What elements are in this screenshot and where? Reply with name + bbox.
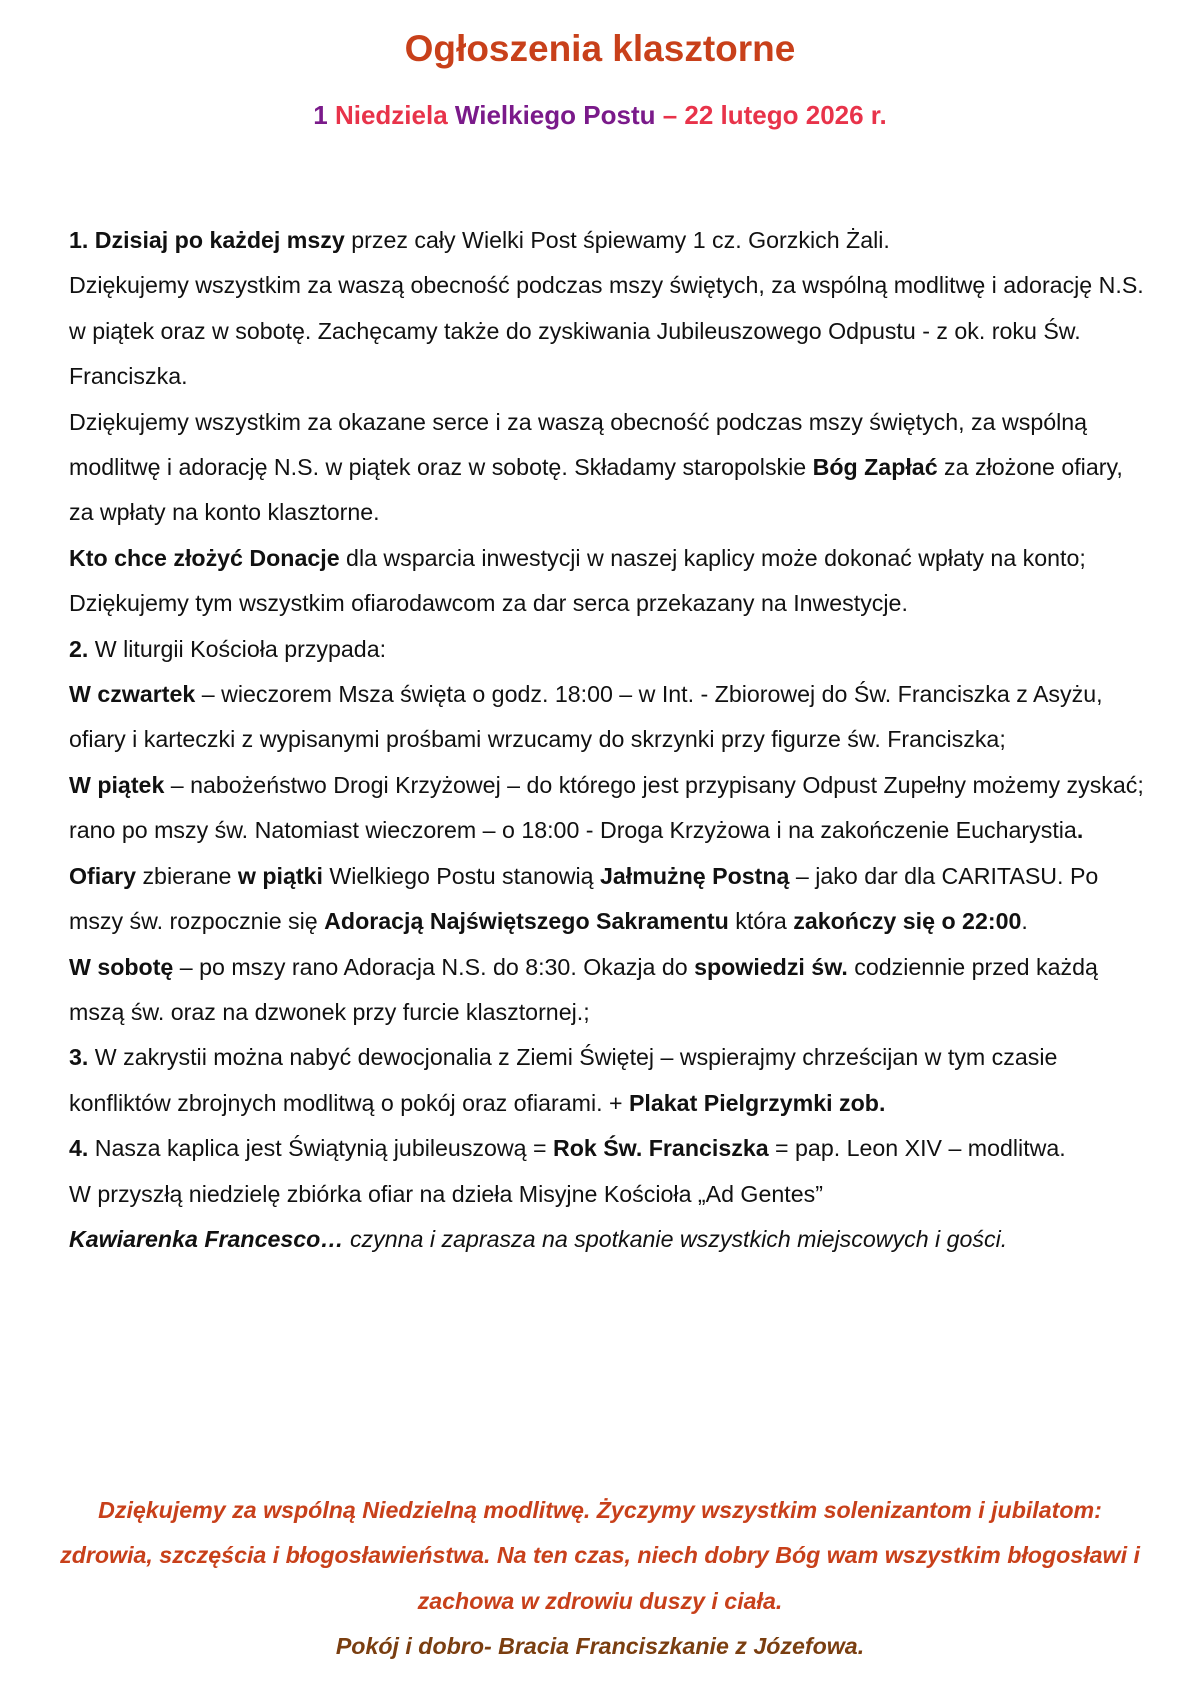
- announcement-1-donations: [69, 536, 1144, 627]
- subtitle-number: 1: [313, 100, 335, 130]
- text: .: [1021, 908, 1028, 935]
- page-title: Ogłoszenia klasztorne: [404, 28, 796, 69]
- closing-section: [60, 1488, 1140, 1670]
- text: W liturgii Kościoła przypada:: [88, 635, 387, 662]
- bold-text: w piątki: [237, 862, 323, 889]
- announcement-cafe: [69, 1217, 1144, 1262]
- bold-text: Bóg Zapłać: [812, 454, 938, 481]
- announcement-3: [69, 1035, 1144, 1126]
- item-number: 2.: [69, 635, 89, 662]
- subtitle-lent: Wielkiego Postu: [454, 100, 663, 130]
- subtitle-date: – 22 lutego 2026 r.: [662, 100, 887, 130]
- text: za złożone ofiary, za wpłaty na konto klasztorne.: [69, 454, 1123, 526]
- text: Nasza kaplica jest Świątynią jubileuszową =: [88, 1135, 553, 1162]
- announcement-thursday: [69, 672, 1144, 763]
- announcement-1-thanks-offerings: [69, 400, 1144, 536]
- page-subtitle: [0, 100, 1200, 131]
- bold-text: W czwartek: [69, 681, 196, 708]
- item-number: 4.: [69, 1135, 89, 1162]
- announcements-body: [69, 218, 1144, 1262]
- text: dla wsparcia inwestycji w naszej kaplicy może dokonać wpłaty na konto; Dziękujemy tym wszystkim ofiarodawcom za dar serca przekazany na Inwestycje.: [69, 544, 1086, 617]
- bold-text: Adoracją Najświętszego Sakramentu: [324, 908, 729, 935]
- text: przez cały Wielki Post śpiewamy 1 cz. Gorzkich Żali.: [344, 227, 890, 253]
- bold-text: Kawiarenka Francesco…: [69, 1225, 344, 1252]
- closing-wishes: Dziękujemy za wspólną Niedzielną modlitwę. Życzymy wszystkim solenizantom i jubilatom: zdrowia, szczęścia i błogosławieństwa. Na ten czas, niech dobry Bóg wam wszystkim błogosławi i zachowa w zdrowiu duszy i ciała.: [60, 1497, 1140, 1614]
- announcement-next-sunday: W przyszłą niedzielę zbiórka ofiar na dzieła Misyjne Kościoła „Ad Gentes”: [69, 1180, 823, 1207]
- announcement-friday: [69, 763, 1144, 945]
- announcement-2: [69, 627, 1144, 672]
- subtitle-sunday: Niedziela: [334, 100, 455, 130]
- bold-text: Jałmużnę Postną: [600, 862, 790, 889]
- bold-text: zakończy się o 22:00: [793, 908, 1022, 935]
- text: Dziękujemy wszystkim za okazane serce i za waszą obecność podczas mszy świętych, za wspólną modlitwę i adorację N.S. w piątek oraz w sobotę. Składamy staropolskie: [69, 408, 1088, 481]
- text: czynna i zaprasza na spotkanie wszystkich miejscowych i gości.: [343, 1225, 1008, 1252]
- bold-text: 1. Dzisiaj po każdej mszy: [69, 227, 345, 253]
- text: W zakrystii można nabyć dewocjonalia z Ziemi Świętej – wspierajmy chrześcijan w tym czasie konfliktów zbrojnych modlitwą o pokój oraz ofiarami. +: [69, 1044, 1058, 1116]
- announcement-saturday: [69, 945, 1144, 1036]
- item-number: 3.: [69, 1044, 89, 1071]
- bold-text: Rok Św. Franciszka: [552, 1135, 769, 1162]
- signature: Pokój i dobro- Bracia Franciszkanie z Józefowa.: [335, 1633, 865, 1660]
- text: – jako dar dla CARITASU. Po mszy św. rozpocznie się: [69, 862, 1099, 935]
- text: zbierane: [136, 862, 238, 889]
- text: codziennie przed każdą mszą św. oraz na dzwonek przy furcie klasztornej.;: [69, 953, 1098, 1025]
- text: – wieczorem Msza święta o godz. 18:00 – w Int. - Zbiorowej do Św. Franciszka z Asyżu, ofiary i karteczki z wypisanymi prośbami wrzucamy do skrzynki przy figurze św. Franciszka;: [69, 681, 1103, 753]
- bold-text: W piątek: [69, 771, 165, 798]
- bold-text: Plakat Pielgrzymki zob.: [628, 1089, 886, 1116]
- bold-text: . Ofiary: [69, 817, 1084, 889]
- bold-text: Kto chce złożyć Donacje: [69, 544, 340, 571]
- announcement-4: [69, 1126, 1144, 1171]
- bold-text: W sobotę: [69, 953, 174, 980]
- text: – po mszy rano Adoracja N.S. do 8:30. Okazja do: [173, 953, 695, 980]
- text: Wielkiego Postu stanowią: [322, 862, 601, 889]
- bold-text: spowiedzi św.: [694, 953, 848, 980]
- announcement-1-thanks: Dziękujemy wszystkim za waszą obecność podczas mszy świętych, za wspólną modlitwę i adorację N.S. w piątek oraz w sobotę. Zachęcamy także do zyskiwania Jubileuszowego Odpustu - z ok. roku Św. Franciszka.: [69, 272, 1144, 390]
- text: = pap. Leon XIV – modlitwa.: [768, 1135, 1066, 1162]
- text: – nabożeństwo Drogi Krzyżowej – do którego jest przypisany Odpust Zupełny możemy zyskać; rano po mszy św. Natomiast wieczorem – o 18:00 - Droga Krzyżowa i na zakończenie Eucharystia: [69, 771, 1144, 844]
- announcement-1: [69, 218, 1144, 263]
- text: która: [728, 908, 794, 935]
